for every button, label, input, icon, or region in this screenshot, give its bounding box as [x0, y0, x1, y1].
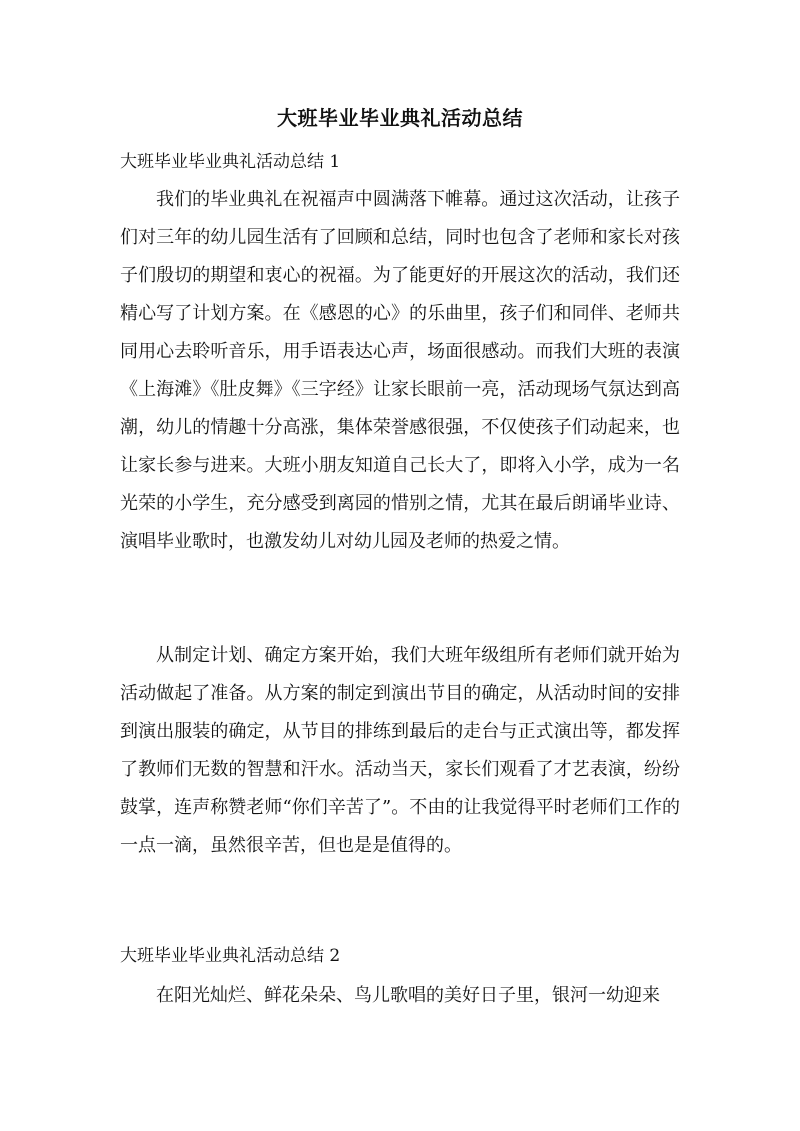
section-2-paragraph-1: 在阳光灿烂、鲜花朵朵、鸟儿歌唱的美好日子里，银河一幼迎来 [156, 985, 660, 1006]
document-title: 大班毕业毕业典礼活动总结 [277, 106, 523, 130]
section-heading-1: 大班毕业毕业典礼活动总结 1 [120, 152, 341, 172]
section-heading-2: 大班毕业毕业典礼活动总结 2 [120, 946, 341, 966]
section-1-paragraph-2: 从制定计划、确定方案开始，我们大班年级组所有老师们就开始为活动做起了准备。从方案的制定到演出节目的确定，从活动时间的安排到演出服装的确定，从节目的排练到最后的走台与正式演出等，都发挥了教师们无数的智慧和汗水。活动当天，家长们观看了才艺表演，纷纷鼓掌，连声称赞老师“你们辛苦了”。不由的让我觉得平时老师们工作的一点一滴，虽然很辛苦，但也是是值得的。 [120, 645, 680, 856]
section-1-paragraph-1: 我们的毕业典礼在祝福声中圆满落下帷幕。通过这次活动，让孩子们对三年的幼儿园生活有了回顾和总结，同时也包含了老师和家长对孩子们殷切的期望和衷心的祝福。为了能更好的开展这次的活动，我们还精心写了计划方案。在《感恩的心》的乐曲里，孩子们和同伴、老师共同用心去聆听音乐，用手语表达心声，场面很感动。而我们大班的表演《上海滩》《肚皮舞》《三字经》让家长眼前一亮，活动现场气氛达到高潮，幼儿的情趣十分高涨，集体荣誉感很强，不仅使孩子们动起来，也让家长参与进来。大班小朋友知道自己长大了，即将入小学，成为一名光荣的小学生，充分感受到离园的惜别之情，尤其在最后朗诵毕业诗、演唱毕业歌时，也激发幼儿对幼儿园及老师的热爱之情。 [120, 189, 680, 552]
